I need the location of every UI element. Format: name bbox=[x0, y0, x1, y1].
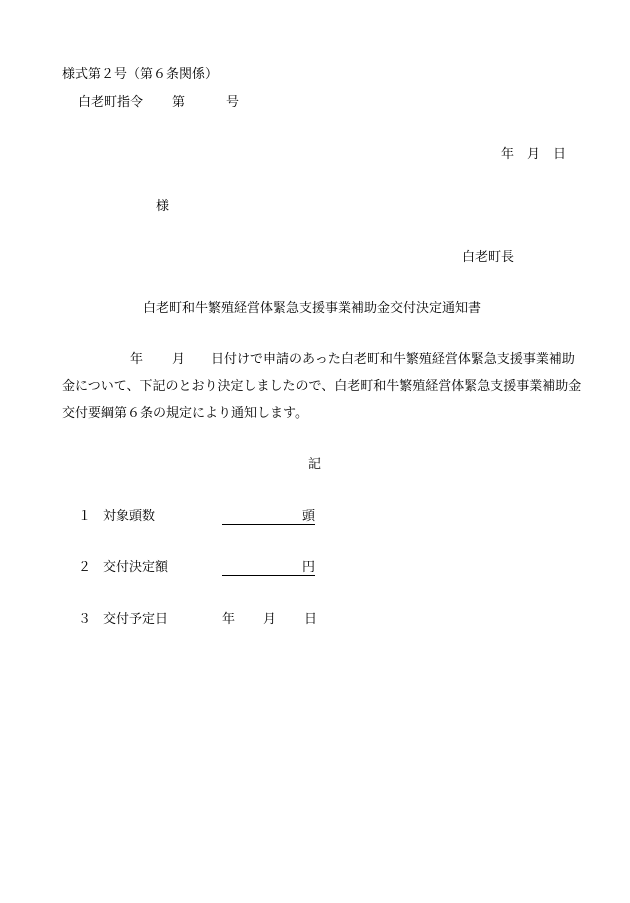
doc-number-prefix: 白老町指令 bbox=[78, 95, 144, 110]
item-unit: 頭 bbox=[301, 509, 315, 524]
issue-date-year: 年 bbox=[501, 147, 515, 162]
body-month: 月 bbox=[172, 352, 186, 367]
addressee-honorific: 様 bbox=[156, 199, 170, 214]
scheduled-year: 年 bbox=[222, 612, 236, 627]
item-number: ２ bbox=[78, 560, 92, 575]
scheduled-day: 日 bbox=[304, 612, 318, 627]
item-unit: 円 bbox=[301, 560, 315, 575]
body-paragraph bbox=[62, 346, 582, 427]
item-number: １ bbox=[78, 509, 92, 524]
ki-heading: 記 bbox=[308, 457, 322, 472]
item-number: ３ bbox=[78, 612, 92, 627]
body-year: 年 bbox=[130, 352, 144, 367]
sender: 白老町長 bbox=[462, 250, 515, 265]
body-text: 日付けで申請のあった白老町和牛繁殖経営体緊急支援事業補助金について、下記のとおり決定しましたので、白老町和牛繁殖経営体緊急支援事業補助金交付要綱第６条の規定により通知します。 bbox=[62, 352, 582, 421]
document-title: 白老町和牛繁殖経営体緊急支援事業補助金交付決定通知書 bbox=[143, 301, 482, 316]
doc-number-go: 号 bbox=[226, 95, 240, 110]
issue-date-month: 月 bbox=[527, 147, 541, 162]
form-label: 様式第２号（第６条関係） bbox=[62, 67, 219, 82]
doc-number-dai: 第 bbox=[172, 95, 186, 110]
scheduled-date bbox=[222, 613, 317, 626]
grant-amount-field bbox=[222, 561, 315, 576]
document-number-line bbox=[78, 96, 239, 109]
scheduled-month: 月 bbox=[263, 612, 277, 627]
item-label: 交付予定日 bbox=[103, 612, 169, 627]
item-label: 交付決定額 bbox=[103, 560, 169, 575]
head-count-field bbox=[222, 510, 315, 525]
issue-date bbox=[501, 148, 566, 161]
issue-date-day: 日 bbox=[553, 147, 567, 162]
item-label: 対象頭数 bbox=[103, 509, 156, 524]
